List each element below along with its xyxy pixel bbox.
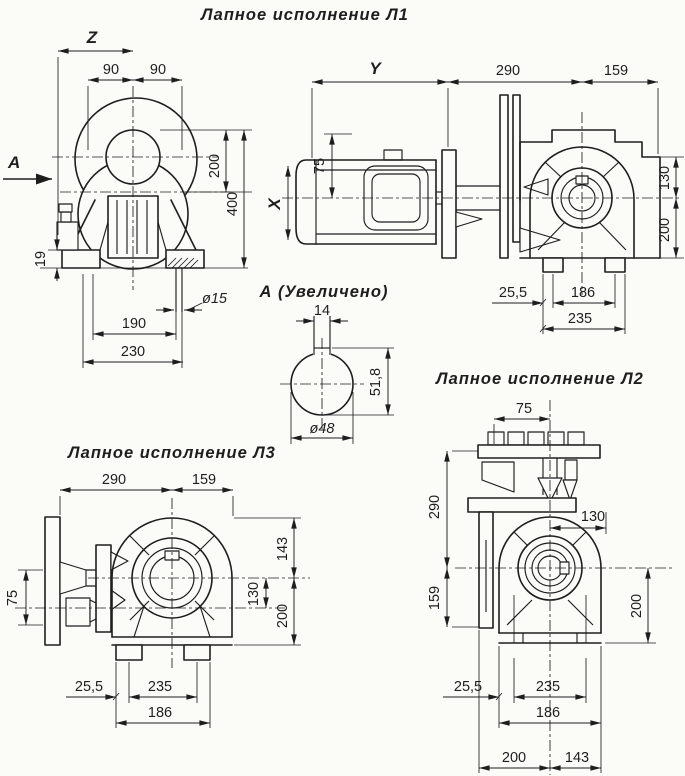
dim-200-label: 200 <box>657 217 673 243</box>
dim-400-label: 400 <box>225 191 241 217</box>
dim-75-label: 75 <box>5 589 21 607</box>
dim-200-bottom-label: 200 <box>501 750 527 766</box>
dim-z-label: Z <box>86 28 98 47</box>
dim-25-5-label: 25,5 <box>74 679 104 695</box>
title-detail: А (Увеличено) <box>259 283 389 301</box>
dim-130-label: 130 <box>580 509 606 525</box>
left-foot-tab <box>116 645 142 660</box>
dim-143-label: 143 <box>275 536 291 562</box>
dim-190-label: 190 <box>121 316 147 332</box>
dim-159-label: 159 <box>191 472 217 488</box>
title-l1: Лапное исполнение Л1 <box>201 6 409 24</box>
dim-90-left-label: 90 <box>102 62 120 78</box>
flange-assembly <box>436 95 560 258</box>
dim-19-label: 19 <box>33 250 49 268</box>
dim-75-label: 75 <box>312 157 328 175</box>
l3-view <box>5 444 310 728</box>
dim-159-label: 159 <box>603 63 629 79</box>
lower-flange-plate <box>468 498 576 512</box>
dim-x-label: Х <box>265 198 284 210</box>
dim-90-right-label: 90 <box>149 62 167 78</box>
right-foot <box>166 250 204 268</box>
dim-186-label: 186 <box>147 705 173 721</box>
title-l3: Лапное исполнение Л3 <box>68 444 276 462</box>
dim-25-5-label: 25,5 <box>498 285 528 301</box>
dim-dia15-label: ø15 <box>202 291 227 307</box>
top-mounting-plate <box>478 445 600 458</box>
dim-200-label: 200 <box>275 603 291 629</box>
dim-y-label: Y <box>369 59 381 78</box>
title-l2: Лапное исполнение Л2 <box>436 370 644 388</box>
dim-186-label: 186 <box>535 705 561 721</box>
dim-130-label: 130 <box>657 165 673 191</box>
dim-235-label: 235 <box>535 679 561 695</box>
dim-25-5-label: 25,5 <box>453 679 483 695</box>
cable-box <box>57 204 78 250</box>
dim-51-8-label: 51,8 <box>368 367 384 397</box>
right-foot-tab <box>184 645 210 660</box>
dim-159-label: 159 <box>427 585 443 611</box>
dim-200-right-label: 200 <box>629 593 645 619</box>
left-foot <box>62 250 100 268</box>
front-view <box>3 28 252 368</box>
dim-14-label: 14 <box>313 303 331 319</box>
dim-290-label: 290 <box>101 472 127 488</box>
right-foot-tab <box>605 258 625 272</box>
detail-a-view <box>259 283 394 444</box>
dim-130-label: 130 <box>246 581 262 607</box>
dim-143-label: 143 <box>564 750 590 766</box>
dim-235-label: 235 <box>567 311 593 327</box>
dim-235-label: 235 <box>147 679 173 695</box>
dim-230-label: 230 <box>120 344 146 360</box>
l2-view <box>427 370 672 775</box>
dim-290-label: 290 <box>427 494 443 520</box>
gear-housing <box>520 130 660 272</box>
dim-290-label: 290 <box>495 63 521 79</box>
dim-75-label: 75 <box>515 401 533 417</box>
motor-assembly <box>468 432 600 628</box>
view-a-label: А <box>8 153 21 172</box>
motor-assembly <box>45 517 128 645</box>
dim-186-label: 186 <box>570 285 596 301</box>
left-foot-tab <box>543 258 563 272</box>
dim-200-label: 200 <box>207 153 223 179</box>
dim-dia48-label: ø48 <box>309 421 335 437</box>
